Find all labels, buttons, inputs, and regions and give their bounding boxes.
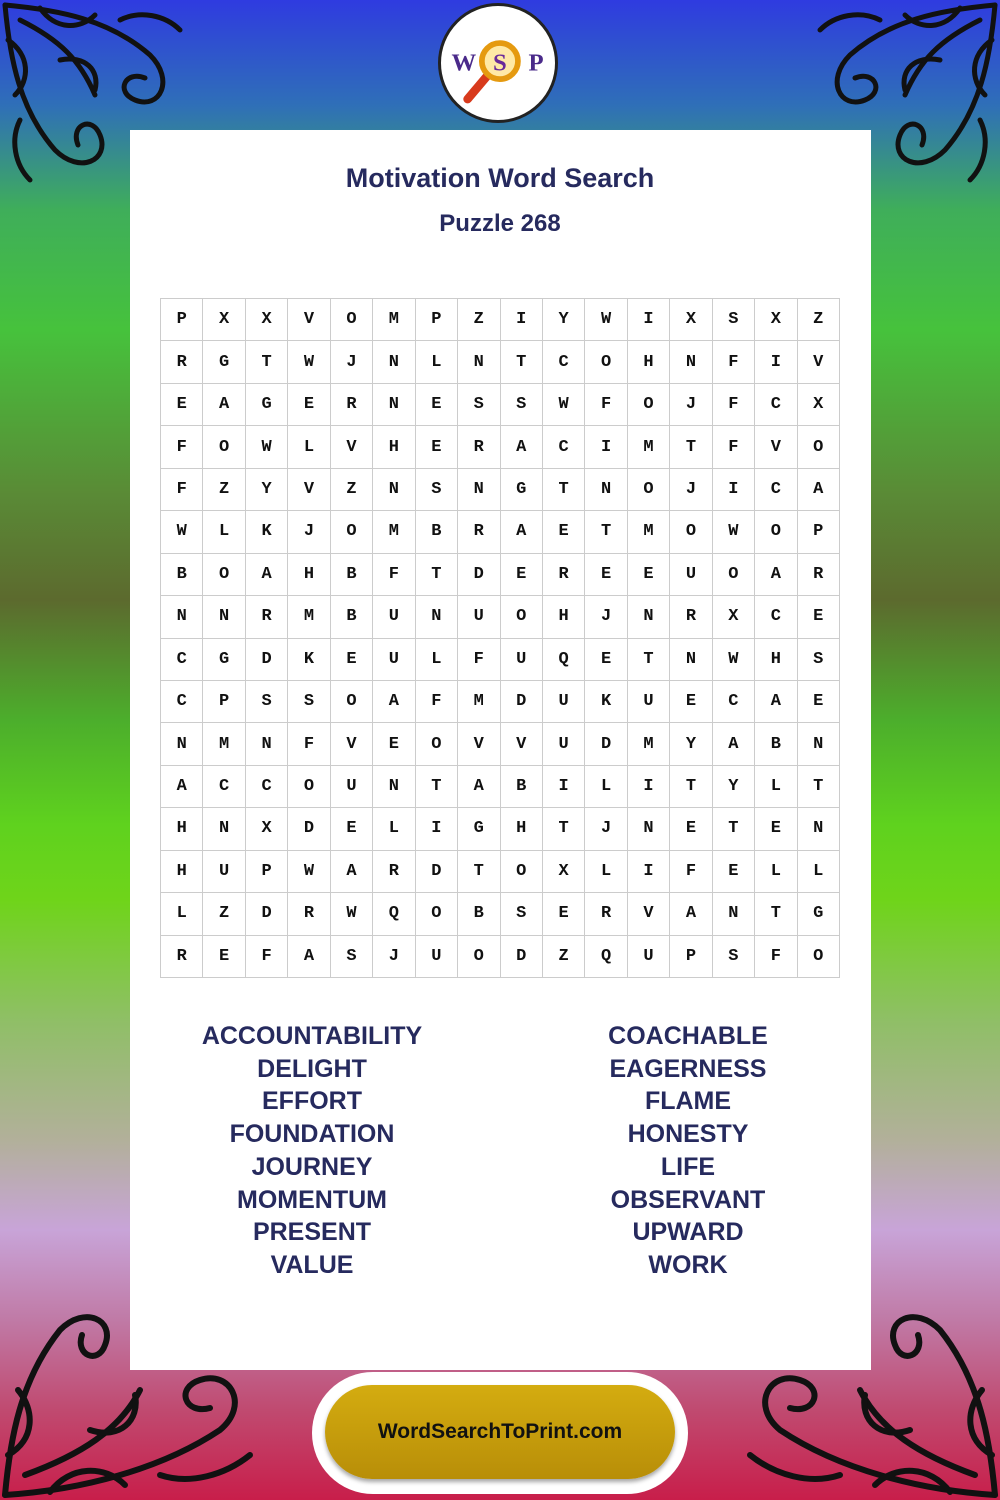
grid-cell[interactable]: S (246, 681, 288, 723)
grid-cell[interactable]: J (670, 384, 712, 426)
grid-cell[interactable]: D (288, 808, 330, 850)
grid-cell[interactable]: V (288, 469, 330, 511)
grid-cell[interactable]: A (670, 893, 712, 935)
grid-cell[interactable]: C (713, 681, 755, 723)
grid-cell[interactable]: L (585, 851, 627, 893)
grid-cell[interactable]: V (628, 893, 670, 935)
grid-cell[interactable]: R (288, 893, 330, 935)
grid-cell[interactable]: X (203, 299, 245, 341)
grid-cell[interactable]: D (246, 893, 288, 935)
grid-cell[interactable]: Z (458, 299, 500, 341)
grid-cell[interactable]: T (670, 426, 712, 468)
grid-cell[interactable]: E (543, 893, 585, 935)
grid-cell[interactable]: N (373, 384, 415, 426)
grid-cell[interactable]: W (585, 299, 627, 341)
grid-cell[interactable]: F (458, 639, 500, 681)
grid-cell[interactable]: E (670, 808, 712, 850)
grid-cell[interactable]: H (755, 639, 797, 681)
grid-cell[interactable]: W (543, 384, 585, 426)
grid-cell[interactable]: J (373, 936, 415, 978)
grid-cell[interactable]: R (585, 893, 627, 935)
grid-cell[interactable]: O (203, 554, 245, 596)
grid-cell[interactable]: R (161, 936, 203, 978)
grid-cell[interactable]: X (713, 596, 755, 638)
grid-cell[interactable]: N (373, 469, 415, 511)
word-item: DELIGHT (257, 1054, 367, 1083)
word-item: WORK (648, 1250, 728, 1279)
grid-cell[interactable]: T (458, 851, 500, 893)
grid-cell[interactable]: A (246, 554, 288, 596)
grid-cell[interactable]: F (713, 426, 755, 468)
grid-cell[interactable]: O (331, 511, 373, 553)
grid-cell[interactable]: B (331, 554, 373, 596)
grid-cell[interactable]: J (288, 511, 330, 553)
grid-cell[interactable]: L (798, 851, 840, 893)
grid-cell[interactable]: A (501, 511, 543, 553)
grid-cell[interactable]: L (755, 851, 797, 893)
grid-cell[interactable]: F (161, 469, 203, 511)
grid-cell[interactable]: E (543, 511, 585, 553)
grid-cell[interactable]: E (331, 808, 373, 850)
grid-cell[interactable]: X (246, 299, 288, 341)
grid-cell[interactable]: M (288, 596, 330, 638)
grid-cell[interactable]: L (288, 426, 330, 468)
grid-cell[interactable]: Y (713, 766, 755, 808)
grid-cell[interactable]: I (628, 766, 670, 808)
grid-cell[interactable]: Z (543, 936, 585, 978)
grid-cell[interactable]: U (628, 936, 670, 978)
grid-cell[interactable]: L (416, 341, 458, 383)
puzzle-title: Motivation Word Search (345, 163, 655, 193)
grid-cell[interactable]: T (585, 511, 627, 553)
grid-cell[interactable]: D (501, 681, 543, 723)
grid-cell[interactable]: N (373, 341, 415, 383)
grid-cell[interactable]: N (458, 469, 500, 511)
grid-cell[interactable]: O (416, 893, 458, 935)
grid-cell[interactable]: N (161, 723, 203, 765)
grid-cell[interactable]: O (585, 341, 627, 383)
grid-cell[interactable]: U (331, 766, 373, 808)
grid-cell[interactable]: P (246, 851, 288, 893)
grid-cell[interactable]: O (628, 384, 670, 426)
grid-cell[interactable]: N (458, 341, 500, 383)
grid-cell[interactable]: N (670, 639, 712, 681)
grid-cell[interactable]: T (416, 554, 458, 596)
grid-cell[interactable]: D (416, 851, 458, 893)
grid-cell[interactable]: L (203, 511, 245, 553)
grid-cell[interactable]: F (416, 681, 458, 723)
word-item: MOMENTUM (237, 1185, 387, 1214)
grid-cell[interactable]: V (501, 723, 543, 765)
grid-cell[interactable]: P (203, 681, 245, 723)
word-item: LIFE (660, 1152, 716, 1181)
grid-cell[interactable]: M (203, 723, 245, 765)
grid-cell[interactable]: S (501, 384, 543, 426)
grid-cell[interactable]: W (713, 511, 755, 553)
grid-cell[interactable]: O (670, 511, 712, 553)
grid-cell[interactable]: Z (798, 299, 840, 341)
grid-cell[interactable]: N (161, 596, 203, 638)
grid-cell[interactable]: P (161, 299, 203, 341)
grid-cell[interactable]: C (246, 766, 288, 808)
grid-cell[interactable]: A (755, 681, 797, 723)
grid-cell[interactable]: N (585, 469, 627, 511)
grid-cell[interactable]: D (501, 936, 543, 978)
grid-cell[interactable]: T (628, 639, 670, 681)
grid-cell[interactable]: O (628, 469, 670, 511)
grid-cell[interactable]: H (628, 341, 670, 383)
grid-cell[interactable]: V (331, 426, 373, 468)
word-item: PRESENT (252, 1218, 372, 1247)
grid-cell[interactable]: G (203, 341, 245, 383)
grid-cell[interactable]: F (585, 384, 627, 426)
grid-cell[interactable]: W (713, 639, 755, 681)
grid-cell[interactable]: N (373, 766, 415, 808)
grid-cell[interactable]: W (161, 511, 203, 553)
grid-cell[interactable]: L (416, 639, 458, 681)
grid-cell[interactable]: O (288, 766, 330, 808)
grid-cell[interactable]: E (501, 554, 543, 596)
grid-cell[interactable]: A (755, 554, 797, 596)
letter-grid (160, 298, 840, 978)
grid-cell[interactable]: N (416, 596, 458, 638)
logo-letter-w: W (451, 49, 477, 77)
logo-letter-s: S (493, 49, 507, 77)
grid-cell[interactable]: Z (203, 893, 245, 935)
grid-cell[interactable]: O (755, 511, 797, 553)
grid-cell[interactable]: A (458, 766, 500, 808)
word-item: HONESTY (627, 1120, 749, 1149)
word-list-left (132, 1020, 492, 1282)
grid-cell[interactable]: V (331, 723, 373, 765)
grid-cell[interactable]: D (458, 554, 500, 596)
grid-cell[interactable]: U (203, 851, 245, 893)
grid-cell[interactable]: K (288, 639, 330, 681)
grid-cell[interactable]: F (713, 384, 755, 426)
grid-cell[interactable]: X (798, 384, 840, 426)
grid-cell[interactable]: O (458, 936, 500, 978)
grid-cell[interactable]: E (670, 681, 712, 723)
grid-cell[interactable]: P (670, 936, 712, 978)
grid-cell[interactable]: A (798, 469, 840, 511)
magnifier-logo-icon (441, 6, 555, 120)
grid-cell[interactable]: L (373, 808, 415, 850)
word-item: EFFORT (262, 1087, 362, 1116)
grid-cell[interactable]: R (458, 426, 500, 468)
grid-cell[interactable]: J (670, 469, 712, 511)
grid-cell[interactable]: B (331, 596, 373, 638)
grid-cell[interactable]: N (246, 723, 288, 765)
grid-cell[interactable]: A (713, 723, 755, 765)
grid-cell[interactable]: H (288, 554, 330, 596)
grid-cell[interactable]: X (246, 808, 288, 850)
grid-cell[interactable]: H (543, 596, 585, 638)
grid-cell[interactable]: S (331, 936, 373, 978)
grid-cell[interactable]: Y (246, 469, 288, 511)
grid-cell[interactable]: C (203, 766, 245, 808)
grid-cell[interactable]: J (585, 596, 627, 638)
grid-cell[interactable]: F (288, 723, 330, 765)
grid-cell[interactable]: B (755, 723, 797, 765)
grid-cell[interactable]: O (203, 426, 245, 468)
grid-cell[interactable]: L (161, 893, 203, 935)
grid-cell[interactable]: O (798, 936, 840, 978)
grid-cell[interactable]: E (628, 554, 670, 596)
grid-cell[interactable]: A (373, 681, 415, 723)
grid-cell[interactable]: O (331, 299, 373, 341)
grid-cell[interactable]: U (670, 554, 712, 596)
grid-cell[interactable]: T (246, 341, 288, 383)
grid-cell[interactable]: E (331, 639, 373, 681)
word-item: FOUNDATION (229, 1120, 395, 1149)
grid-cell[interactable]: F (670, 851, 712, 893)
grid-cell[interactable]: I (543, 766, 585, 808)
grid-cell[interactable]: B (458, 893, 500, 935)
grid-cell[interactable]: R (798, 554, 840, 596)
grid-cell[interactable]: R (331, 384, 373, 426)
grid-cell[interactable]: R (670, 596, 712, 638)
grid-cell[interactable]: N (670, 341, 712, 383)
grid-cell[interactable]: T (755, 893, 797, 935)
grid-cell[interactable]: L (755, 766, 797, 808)
grid-cell[interactable]: Q (543, 639, 585, 681)
grid-cell[interactable]: C (755, 596, 797, 638)
grid-cell[interactable]: J (585, 808, 627, 850)
grid-cell[interactable]: T (543, 808, 585, 850)
grid-cell[interactable]: X (670, 299, 712, 341)
grid-cell[interactable]: K (585, 681, 627, 723)
grid-cell[interactable]: Z (203, 469, 245, 511)
grid-cell[interactable]: W (288, 341, 330, 383)
grid-cell[interactable]: C (161, 639, 203, 681)
grid-cell[interactable]: G (458, 808, 500, 850)
grid-cell[interactable]: C (161, 681, 203, 723)
grid-cell[interactable]: O (501, 596, 543, 638)
grid-cell[interactable]: S (416, 469, 458, 511)
grid-cell[interactable]: I (416, 808, 458, 850)
grid-cell[interactable]: I (628, 299, 670, 341)
grid-cell[interactable]: G (798, 893, 840, 935)
grid-cell[interactable]: E (416, 426, 458, 468)
grid-cell[interactable]: R (373, 851, 415, 893)
grid-cell[interactable]: H (501, 808, 543, 850)
grid-cell[interactable]: N (713, 893, 755, 935)
grid-cell[interactable]: M (458, 681, 500, 723)
grid-cell[interactable]: U (416, 936, 458, 978)
grid-cell[interactable]: U (543, 681, 585, 723)
grid-cell[interactable]: Z (331, 469, 373, 511)
grid-cell[interactable]: U (373, 596, 415, 638)
grid-cell[interactable]: O (713, 554, 755, 596)
word-item: VALUE (270, 1250, 354, 1279)
grid-cell[interactable]: H (373, 426, 415, 468)
word-item: OBSERVANT (610, 1185, 766, 1214)
wsp-logo[interactable] (438, 3, 558, 123)
grid-cell[interactable]: U (543, 723, 585, 765)
grid-cell[interactable]: G (501, 469, 543, 511)
grid-cell[interactable]: E (755, 808, 797, 850)
grid-cell[interactable]: S (798, 639, 840, 681)
grid-cell[interactable]: P (798, 511, 840, 553)
grid-cell[interactable]: Q (585, 936, 627, 978)
grid-cell[interactable]: C (543, 341, 585, 383)
grid-cell[interactable]: I (628, 851, 670, 893)
grid-cell[interactable]: T (670, 766, 712, 808)
grid-cell[interactable]: E (585, 554, 627, 596)
grid-cell[interactable]: M (373, 511, 415, 553)
grid-cell[interactable]: L (585, 766, 627, 808)
grid-cell[interactable]: S (458, 384, 500, 426)
grid-cell[interactable]: M (628, 511, 670, 553)
word-list-right (508, 1020, 868, 1282)
grid-cell[interactable]: W (288, 851, 330, 893)
grid-cell[interactable]: N (798, 808, 840, 850)
grid-cell[interactable]: V (288, 299, 330, 341)
grid-cell[interactable]: E (798, 681, 840, 723)
grid-cell[interactable]: V (458, 723, 500, 765)
grid-cell[interactable]: O (416, 723, 458, 765)
grid-cell[interactable]: F (246, 936, 288, 978)
grid-cell[interactable]: S (713, 936, 755, 978)
grid-cell[interactable]: A (161, 766, 203, 808)
grid-cell[interactable]: T (501, 341, 543, 383)
grid-cell[interactable]: T (713, 808, 755, 850)
grid-cell[interactable]: V (798, 341, 840, 383)
grid-cell[interactable]: N (628, 808, 670, 850)
grid-cell[interactable]: N (203, 596, 245, 638)
word-item: FLAME (644, 1087, 732, 1116)
grid-cell[interactable]: S (713, 299, 755, 341)
grid-cell[interactable]: A (331, 851, 373, 893)
website-button[interactable]: WordSearchToPrint.com (325, 1385, 675, 1479)
grid-cell[interactable]: E (288, 384, 330, 426)
grid-cell[interactable]: O (331, 681, 373, 723)
grid-cell[interactable]: D (585, 723, 627, 765)
grid-cell[interactable]: A (288, 936, 330, 978)
grid-cell[interactable]: E (798, 596, 840, 638)
word-item: UPWARD (632, 1218, 744, 1247)
grid-cell[interactable]: T (798, 766, 840, 808)
grid-cell[interactable]: I (585, 426, 627, 468)
grid-cell[interactable]: M (628, 723, 670, 765)
grid-cell[interactable]: I (755, 341, 797, 383)
grid-cell[interactable]: N (203, 808, 245, 850)
grid-cell[interactable]: Y (543, 299, 585, 341)
grid-cell[interactable]: X (755, 299, 797, 341)
grid-cell[interactable]: E (585, 639, 627, 681)
grid-cell[interactable]: R (458, 511, 500, 553)
grid-cell[interactable]: I (713, 469, 755, 511)
grid-cell[interactable]: F (755, 936, 797, 978)
grid-cell[interactable]: C (543, 426, 585, 468)
word-item: EAGERNESS (609, 1054, 767, 1083)
word-item: ACCOUNTABILITY (201, 1022, 423, 1050)
grid-cell[interactable]: B (161, 554, 203, 596)
grid-cell[interactable]: V (755, 426, 797, 468)
grid-cell[interactable]: E (161, 384, 203, 426)
grid-cell[interactable]: I (501, 299, 543, 341)
grid-cell[interactable]: B (416, 511, 458, 553)
grid-cell[interactable]: N (628, 596, 670, 638)
grid-cell[interactable]: W (246, 426, 288, 468)
puzzle-number: Puzzle 268 (439, 210, 561, 237)
grid-cell[interactable]: D (246, 639, 288, 681)
grid-cell[interactable]: A (501, 426, 543, 468)
grid-cell[interactable]: E (373, 723, 415, 765)
grid-cell[interactable]: T (543, 469, 585, 511)
grid-cell[interactable]: R (161, 341, 203, 383)
grid-cell[interactable]: M (373, 299, 415, 341)
grid-cell[interactable]: O (501, 851, 543, 893)
grid-cell[interactable]: G (246, 384, 288, 426)
grid-cell[interactable]: F (713, 341, 755, 383)
grid-cell[interactable]: P (416, 299, 458, 341)
grid-cell[interactable]: U (373, 639, 415, 681)
grid-cell[interactable]: O (798, 426, 840, 468)
grid-cell[interactable]: J (331, 341, 373, 383)
grid-cell[interactable]: C (755, 469, 797, 511)
grid-cell[interactable]: R (543, 554, 585, 596)
grid-cell[interactable]: S (501, 893, 543, 935)
grid-cell[interactable]: U (458, 596, 500, 638)
grid-cell[interactable]: H (161, 808, 203, 850)
grid-cell[interactable]: M (628, 426, 670, 468)
grid-cell[interactable]: E (416, 384, 458, 426)
grid-cell[interactable]: E (203, 936, 245, 978)
logo-letter-p: P (528, 49, 544, 77)
grid-cell[interactable]: F (161, 426, 203, 468)
grid-cell[interactable]: C (755, 384, 797, 426)
grid-cell[interactable]: U (501, 639, 543, 681)
grid-cell[interactable]: Q (373, 893, 415, 935)
grid-cell[interactable]: G (203, 639, 245, 681)
grid-cell[interactable]: X (543, 851, 585, 893)
grid-cell[interactable]: S (288, 681, 330, 723)
grid-cell[interactable]: B (501, 766, 543, 808)
grid-cell[interactable]: W (331, 893, 373, 935)
grid-cell[interactable]: H (161, 851, 203, 893)
grid-cell[interactable]: R (246, 596, 288, 638)
grid-cell[interactable]: F (373, 554, 415, 596)
word-item: JOURNEY (251, 1152, 373, 1181)
grid-cell[interactable]: T (416, 766, 458, 808)
grid-cell[interactable]: Y (670, 723, 712, 765)
grid-cell[interactable]: N (798, 723, 840, 765)
grid-cell[interactable]: A (203, 384, 245, 426)
word-item: COACHABLE (608, 1022, 768, 1050)
grid-cell[interactable]: K (246, 511, 288, 553)
grid-cell[interactable]: U (628, 681, 670, 723)
grid-cell[interactable]: E (713, 851, 755, 893)
